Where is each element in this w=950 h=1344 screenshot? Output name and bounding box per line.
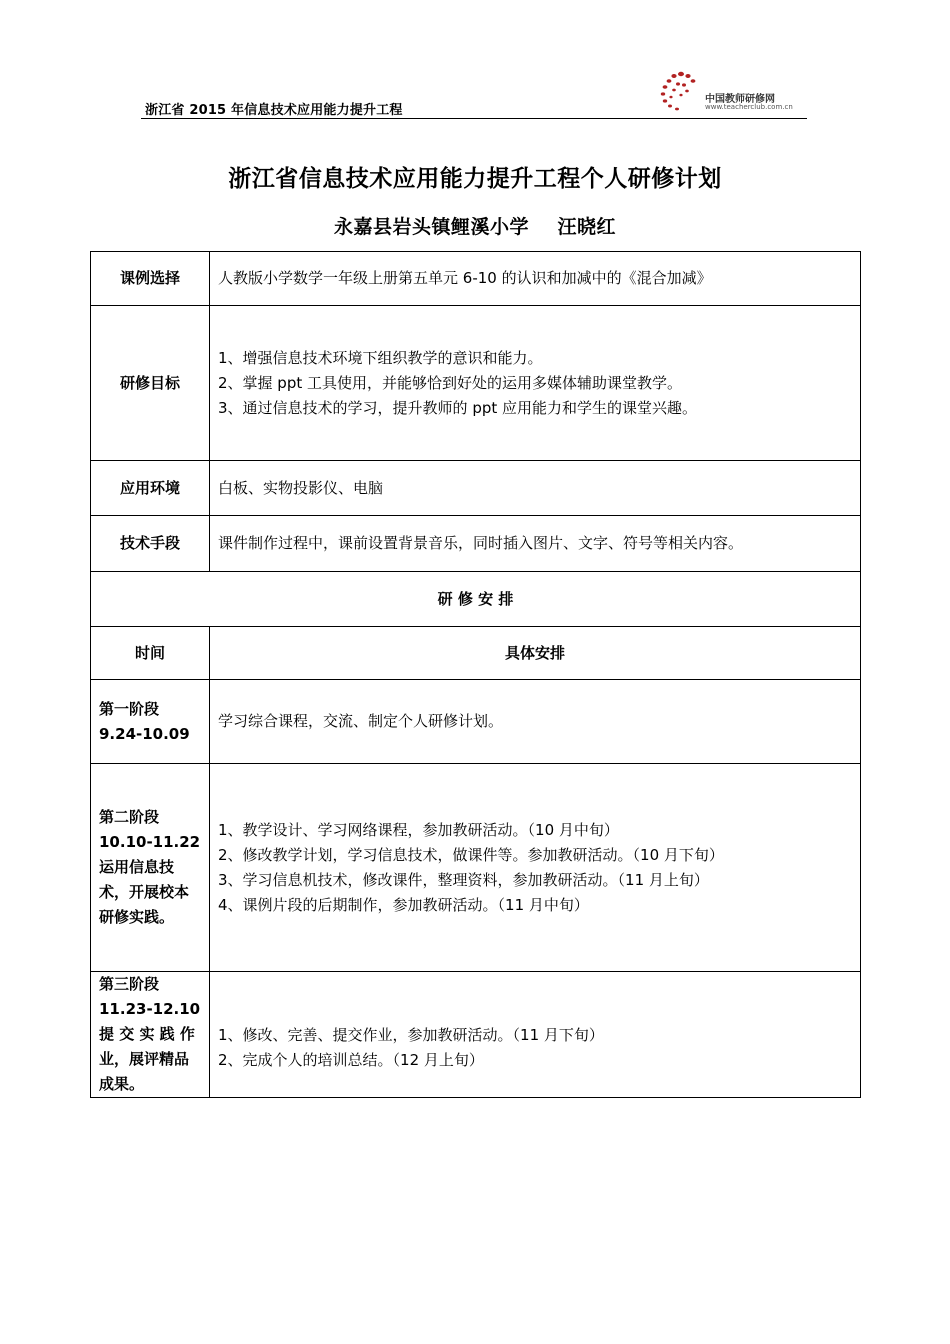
stage-name-line: 提 交 实 践 作	[99, 1025, 195, 1043]
row-goals	[91, 306, 861, 461]
goals-label: 研修目标	[91, 306, 210, 461]
environment-value: 白板、实物投影仪、电脑	[210, 461, 861, 516]
stage-name-line: 第一阶段	[99, 699, 160, 718]
stage-name-line: 第三阶段	[99, 975, 160, 993]
row-technique	[91, 516, 861, 572]
running-header: 浙江省 2015 年信息技术应用能力提升工程	[145, 103, 403, 118]
stage-name-line: 第二阶段	[99, 808, 160, 826]
stage-name	[91, 764, 210, 972]
stage-name-line: 业，展评精品	[99, 1050, 190, 1068]
stage-plan-item: 学习综合课程，交流、制定个人研修计划。	[218, 712, 504, 730]
logo-name: 中国教师研修网	[705, 94, 775, 105]
goal-item: 2、掌握 ppt 工具使用，并能够恰到好处的运用多媒体辅助课堂教学。	[218, 373, 683, 392]
stage-name	[91, 972, 210, 1098]
stage-plan-item: 1、教学设计、学习网络课程，参加教研活动。（10 月中旬）	[218, 820, 619, 839]
stage-plan-item: 2、完成个人的培训总结。（12 月上旬）	[218, 1050, 484, 1069]
goals-list	[210, 306, 861, 461]
logo-url: www.teacherclub.com.cn	[705, 103, 793, 111]
stage-name-line: 9.24-10.09	[99, 724, 190, 743]
header-divider	[141, 118, 807, 119]
goal-item: 1、增强信息技术环境下组织教学的意识和能力。	[218, 348, 543, 367]
stage-plan	[210, 972, 861, 1098]
stage-row	[91, 972, 861, 1098]
teacherclub-logo	[657, 68, 807, 114]
row-schedule-heading	[91, 572, 861, 627]
stage-name-line: 11.23-12.10	[99, 1000, 201, 1018]
stage-plan-item: 4、课例片段的后期制作，参加教研活动。（11 月中旬）	[218, 895, 589, 914]
plan-table	[90, 251, 861, 1098]
stage-name-line: 运用信息技	[99, 858, 175, 876]
goal-item: 3、通过信息技术的学习，提升教师的 ppt 应用能力和学生的课堂兴趣。	[218, 398, 698, 417]
stage-name-line: 研修实践。	[99, 908, 175, 926]
schedule-heading: 研 修 安 排	[91, 572, 861, 627]
column-plan: 具体安排	[210, 627, 861, 680]
document-title: 浙江省信息技术应用能力提升工程个人研修计划	[228, 166, 722, 192]
row-environment	[91, 461, 861, 516]
row-case	[91, 252, 861, 306]
stage-name	[91, 680, 210, 764]
stage-name-line: 10.10-11.22	[99, 833, 201, 851]
technique-label: 技术手段	[91, 516, 210, 572]
case-value: 人教版小学数学一年级上册第五单元 6-10 的认识和加减中的《混合加减》	[210, 252, 861, 306]
technique-value: 课件制作过程中，课前设置背景音乐，同时插入图片、文字、符号等相关内容。	[210, 516, 861, 572]
stage-plan	[210, 680, 861, 764]
environment-label: 应用环境	[91, 461, 210, 516]
stage-name-line: 成果。	[99, 1075, 145, 1093]
stage-row	[91, 764, 861, 972]
stage-plan	[210, 764, 861, 972]
stage-plan-item: 2、修改教学计划，学习信息技术，做课件等。参加教研活动。（10 月下旬）	[218, 845, 724, 864]
row-schedule-columns	[91, 627, 861, 680]
stage-name-line: 术，开展校本	[99, 883, 190, 901]
stage-plan-item: 3、学习信息机技术，修改课件，整理资料，参加教研活动。（11 月上旬）	[218, 870, 709, 889]
case-label: 课例选择	[91, 252, 210, 306]
column-time: 时间	[91, 627, 210, 680]
stage-plan-item: 1、修改、完善、提交作业，参加教研活动。（11 月下旬）	[218, 1025, 604, 1044]
stage-row	[91, 680, 861, 764]
document-subtitle: 永嘉县岩头镇鲤溪小学 汪晓红	[334, 216, 616, 238]
logo-flower-icon	[657, 68, 705, 112]
